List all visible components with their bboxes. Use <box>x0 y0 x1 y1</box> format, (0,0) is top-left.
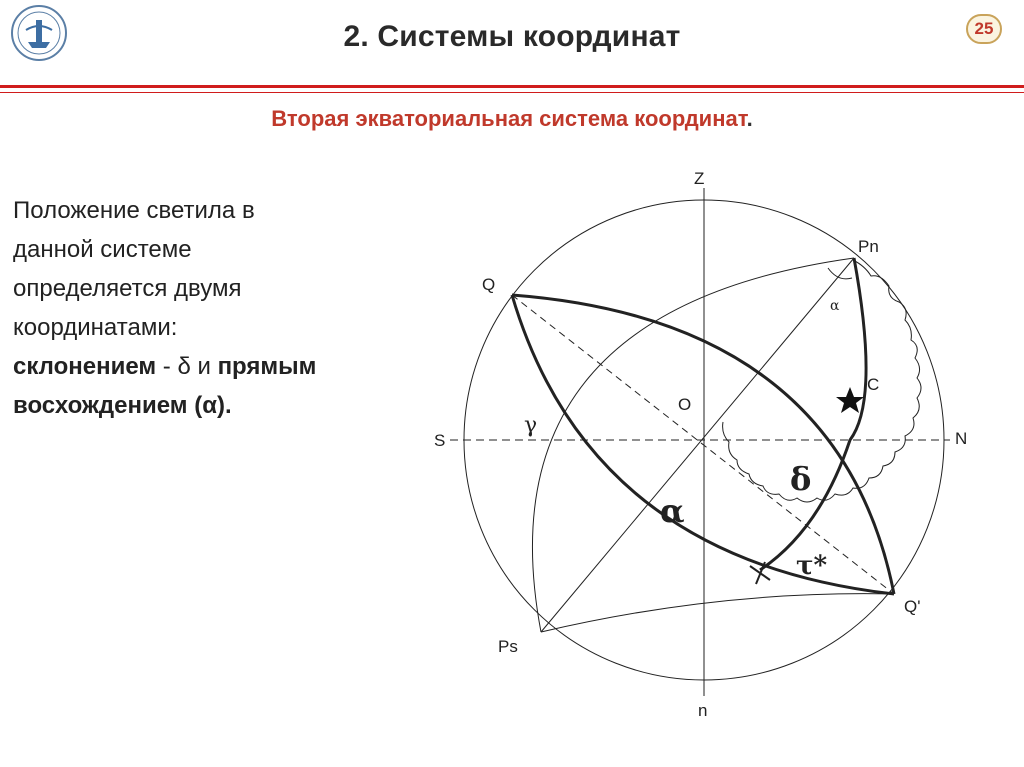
label-alpha-small: α <box>830 298 840 314</box>
label-Q-prime: Q' <box>904 597 921 616</box>
label-gamma: γ <box>524 413 538 438</box>
label-N: N <box>955 429 968 448</box>
celestial-sphere-diagram <box>420 150 980 730</box>
header-divider-thin <box>0 92 1024 93</box>
label-Pn: Pn <box>858 237 879 256</box>
label-S: S <box>434 431 446 450</box>
label-Q: Q <box>482 275 496 294</box>
angle-arc-alpha <box>828 268 852 279</box>
label-Z: Z <box>694 169 705 188</box>
body-line: координатами: <box>13 314 178 341</box>
label-alpha: α <box>660 492 685 530</box>
hour-circle-arc <box>760 258 866 570</box>
star-marker-icon <box>836 387 864 413</box>
slide-subtitle: Вторая экваториальная система координат. <box>271 106 753 131</box>
body-line: склонением - δ и прямым <box>13 353 317 380</box>
label-delta: δ <box>790 460 812 498</box>
label-n: n <box>698 701 708 720</box>
body-line: определяется двумя <box>13 275 242 302</box>
page-title: 2. Системы координат <box>343 20 681 53</box>
label-C: C <box>867 375 880 394</box>
page-number-badge: 25 <box>966 14 1002 44</box>
body-paragraph <box>13 191 413 425</box>
label-Ps: Ps <box>498 637 518 656</box>
horizon-arc-lower <box>541 594 894 632</box>
body-line: данной системе <box>13 236 192 263</box>
body-line: восхождением (α). <box>13 392 232 419</box>
body-line: Положение светила в <box>13 197 255 224</box>
label-O: O <box>678 395 692 414</box>
label-tau: τ* <box>796 551 828 581</box>
header-divider-thick <box>0 85 1024 88</box>
